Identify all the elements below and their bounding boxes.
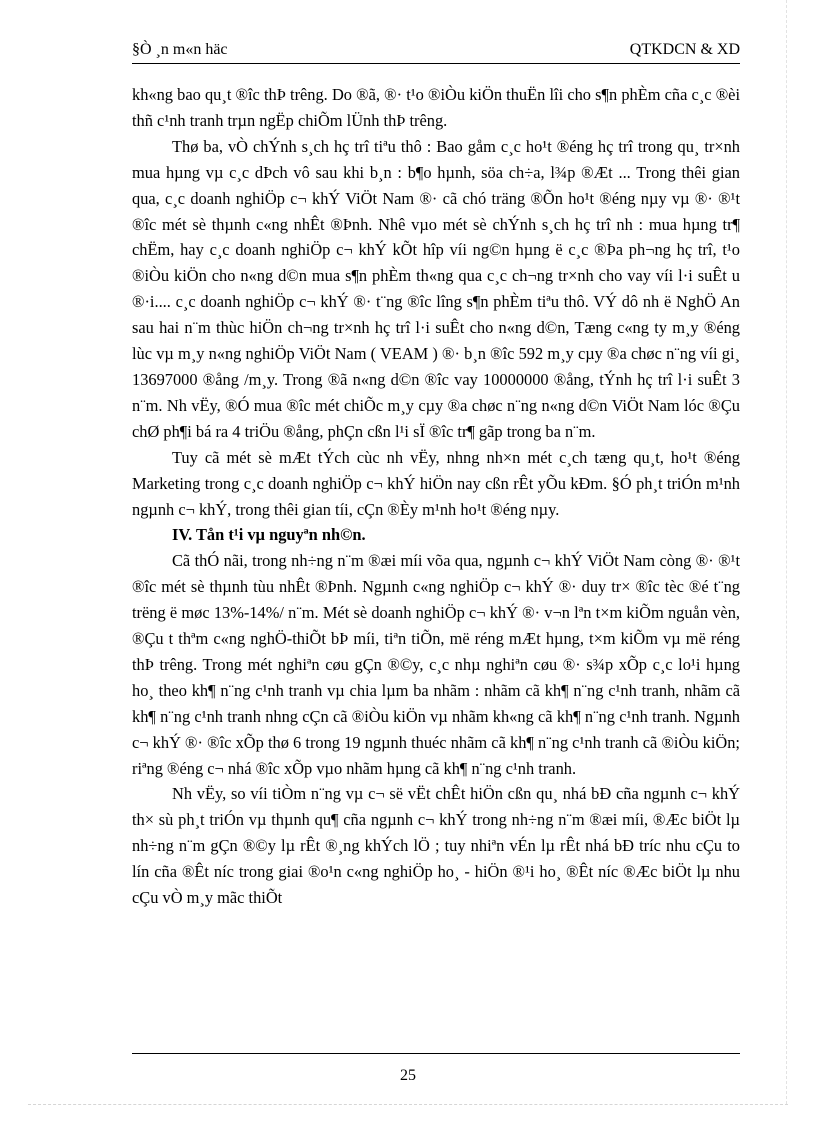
section-heading: IV. Tån t¹i vµ nguyªn nh©n.	[172, 525, 366, 545]
footer-rule	[132, 1053, 740, 1054]
paragraph-1: kh«ng bao qu¸t ®îc thÞ trêng. Do ®ã, ®· t¹o ®iÒu kiÖn thuËn lîi cho s¶n phÈm cña c¸c ®èi thñ c¹nh tranh trµn ngËp chiÕm lÜnh thÞ trêng.	[132, 85, 740, 130]
paragraph-5: Nh vËy, so víi tiÒm n¨ng vµ c¬ së vËt chÊt hiÖn cßn qu¸ nhá bÐ cña ngµnh c¬ khÝ th× sù ph¸t triÓn vµ thµnh qu¶ cña ngµnh c¬ khÝ trong nh÷ng n¨m ®æi míi, ®Æc biÖt lµ nh÷ng n¨m gÇn ®©y lµ rÊt ®¸ng khÝch lÖ ; tuy nhiªn vÉn lµ rÊt nhá bÐ tríc nhu cÇu to lín cña ®Êt níc trong giai ®o¹n c«ng nghiÖp ho¸ - hiÖn ®¹i ho¸ ®Êt níc ®Æc biÖt lµ nhu cÇu vÒ m¸y mãc thiÕt	[132, 784, 740, 908]
document-body	[132, 82, 740, 911]
page-number: 25	[400, 1067, 416, 1084]
paragraph-2: Thø ba, vÒ chÝnh s¸ch hç trî tiªu thô : Bao gåm c¸c ho¹t ®éng hç trî trong qu¸ tr×nh mua hµng vµ c¸c dÞch vô sau khi b¸n : b¶o hµnh, söa ch÷a, l¾p ®Æt ... Trong thêi gian qua, c¸c doanh nghiÖp c¬ khÝ ViÖt Nam ®· cã chó träng ®Õn ho¹t ®éng nµy vµ ®· ®¹t ®îc mét sè thµnh c«ng nhÊt ®Þnh. Nhê vµo mét sè chÝnh s¸ch hç trî nh : mua hµng tr¶ chËm, hay c¸c doanh nghiÖp c¬ khÝ kÕt hîp víi ng©n hµng ë c¸c ®Þa ph¬ng hç trî, t¹o ®iÒu kiÖn cho n«ng d©n mua s¶n phÈm th«ng qua c¸c ch¬ng tr×nh cho vay víi l·i suÊt u ®·i.... c¸c doanh nghiÖp c¬ khÝ ®· t¨ng ®îc lîng s¶n phÈm tiªu thô. VÝ dô nh ë NghÖ An sau hai n¨m thùc hiÖn ch¬ng tr×nh hç trî l·i suÊt cho n«ng d©n, Tæng c«ng ty m¸y ®éng lùc vµ m¸y n«ng nghiÖp ViÖt Nam ( VEAM ) ®· b¸n ®îc 592 m¸y cµy ®a chøc n¨ng víi gi¸ 13697000 ®ång /m¸y. Trong ®ã n«ng d©n ®îc vay 10000000 ®ång, tÝnh hç trî l·i suÊt 3 n¨m. Nh vËy, ®Ó mua ®îc mét chiÕc m¸y cµy ®a chøc n¨ng n«ng d©n ViÖt Nam lóc ®Çu chØ ph¶i bá ra 4 triÖu ®ång, phÇn cßn l¹i sÏ ®îc tr¶ gãp trong ba n¨m.	[132, 136, 740, 441]
page-edge-bottom	[28, 1104, 788, 1105]
paragraph-4: Cã thÓ nãi, trong nh÷ng n¨m ®æi míi võa qua, ngµnh c¬ khÝ ViÖt Nam còng ®· ®¹t ®îc mét sè thµnh tùu nhÊt ®Þnh. Ngµnh c«ng nghiÖp c¬ khÝ ®· duy tr× ®îc tèc ®é t¨ng trëng ë møc 13%-14%/ n¨m. Mét sè doanh nghiÖp c¬ khÝ ®· v¬n lªn t×m kiÕm nguån vèn, ®Çu t thªm c«ng nghÖ-thiÕt bÞ míi, tiªn tiÕn, më réng mÆt hµng, t×m kiÕm vµ më réng thÞ trêng. Trong mét nghiªn cøu gÇn ®©y, c¸c nhµ nghiªn cøu ®· s¾p xÕp c¸c lo¹i hµng ho¸ theo kh¶ n¨ng c¹nh tranh vµ chia lµm ba nhãm : nhãm cã kh¶ n¨ng c¹nh tranh, nhãm cã kh¶ n¨ng c¹nh tranh nhng cÇn cã ®iÒu kiÖn vµ nhãm kh«ng cã kh¶ n¨ng c¹nh tranh. Ngµnh c¬ khÝ ®· ®îc xÕp thø 6 trong 19 ngµnh thuéc nhãm cã kh¶ n¨ng c¹nh tranh cã ®iÒu kiÖn; riªng ®éng c¬ nhá ®îc xÕp vµo nhãm hµng cã kh¶ n¨ng c¹nh tranh.	[132, 551, 740, 778]
page-header	[132, 40, 740, 62]
header-subject-code: QTKDCN & XD	[629, 41, 740, 58]
paragraph-3: Tuy cã mét sè mÆt tÝch cùc nh vËy, nhng nh×n mét c¸ch tæng qu¸t, ho¹t ®éng Marketing trong c¸c doanh nghiÖp c¬ khÝ hiÖn nay cßn rÊt yÕu kÐm. §Ó ph¸t triÓn m¹nh ngµnh c¬ khÝ, trong thêi gian tíi, cÇn ®Èy m¹nh ho¹t ®éng nµy.	[132, 447, 740, 519]
page-edge-right	[786, 0, 787, 1104]
header-course-title: §Ò ¸n m«n häc	[132, 41, 228, 58]
header-rule	[132, 63, 740, 64]
